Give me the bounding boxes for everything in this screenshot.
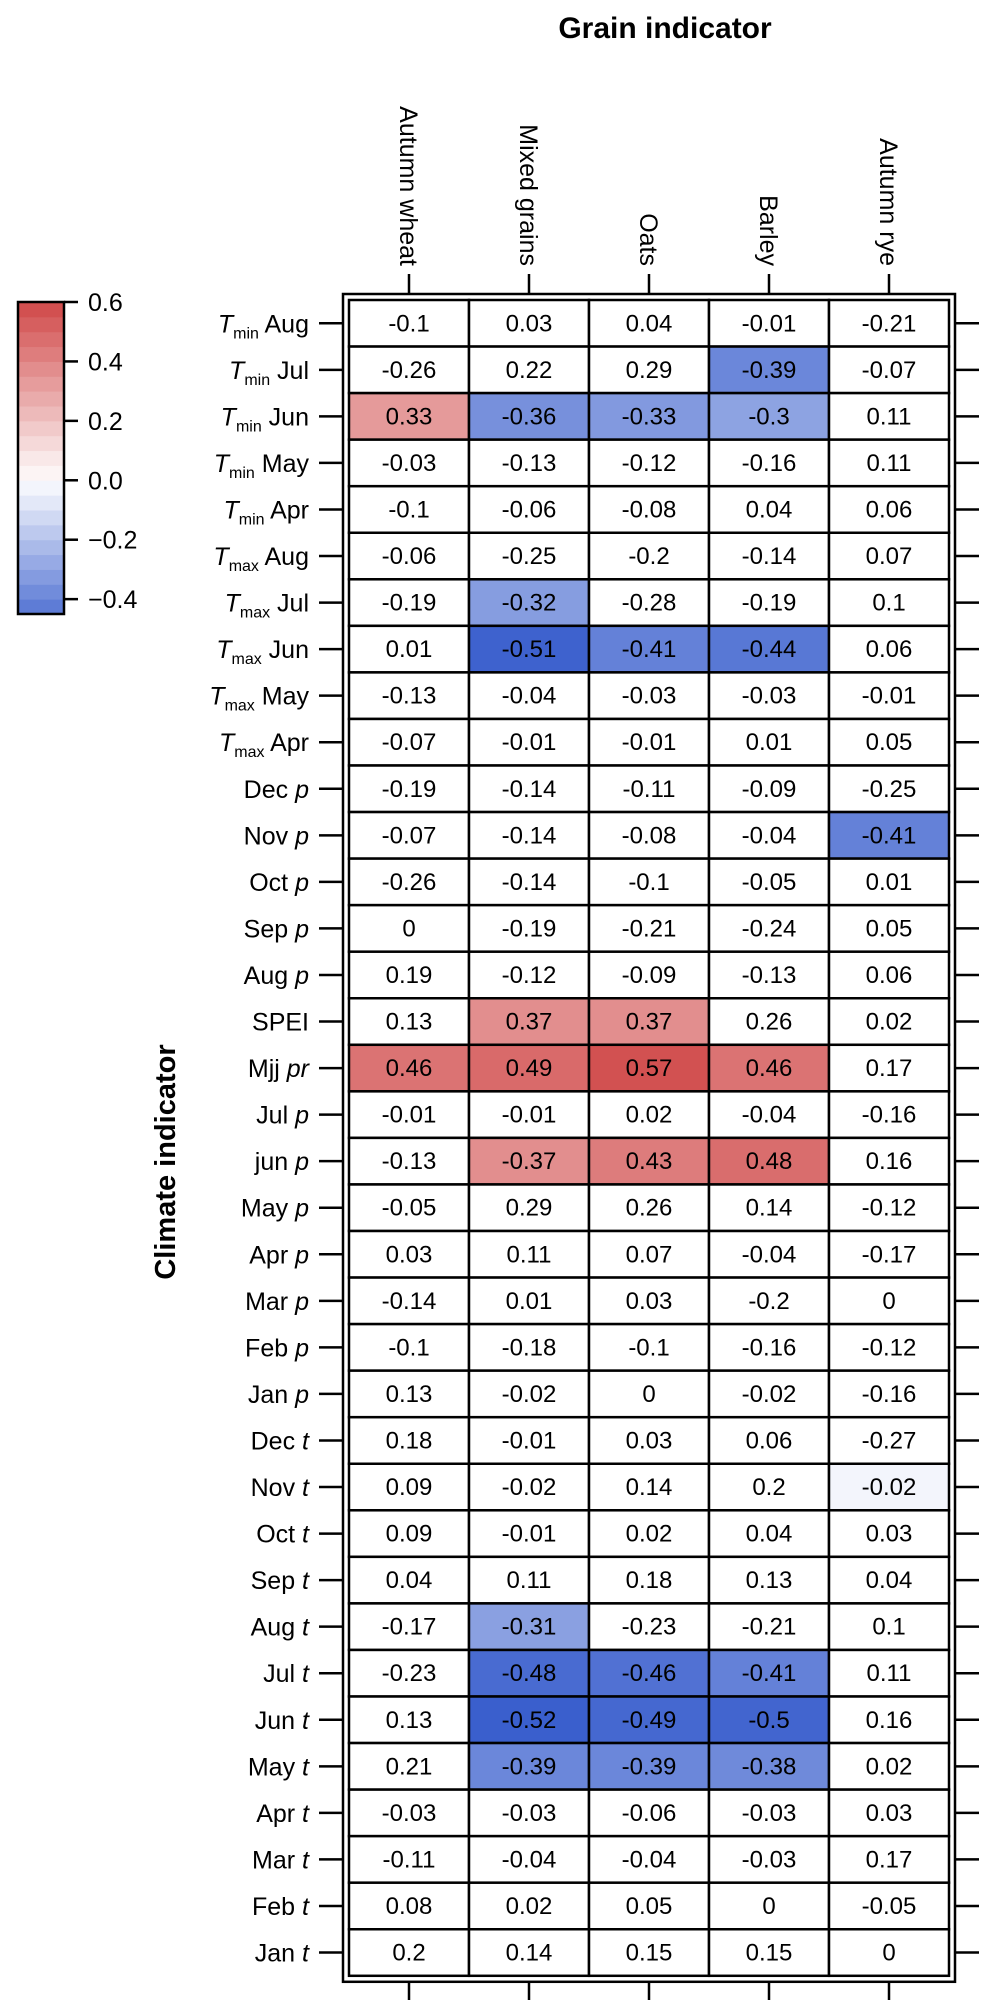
cell-value-label: -0.12	[861, 1334, 917, 1362]
cell-value-label: -0.16	[861, 1380, 917, 1408]
cell-value-label: -0.41	[741, 1660, 797, 1688]
row-label: $T_{max}$ Aug	[213, 543, 309, 576]
cell-value-label: -0.19	[381, 589, 437, 617]
cell-value-label: -0.51	[501, 636, 557, 664]
colorbar-step	[18, 391, 64, 406]
cell-value-label: 0.01	[745, 729, 793, 757]
cell-value-label: -0.26	[381, 868, 437, 896]
cell-value-label: 0.48	[745, 1148, 793, 1176]
colorbar-tick-label: −0.2	[88, 526, 138, 555]
cell-value-label: 0.15	[625, 1939, 673, 1967]
cell-value-label: 0.15	[745, 1939, 793, 1967]
cell-value-label: 0.17	[865, 1055, 913, 1083]
cell-value-label: -0.52	[501, 1706, 557, 1734]
cell-value-label: -0.46	[621, 1660, 677, 1688]
row-label: $T_{min}$ May	[213, 449, 309, 482]
cell-value-label: -0.21	[621, 915, 677, 943]
row-label: May t	[247, 1753, 309, 1782]
cell-value-label: -0.14	[741, 543, 797, 571]
cell-value-label: -0.3	[748, 403, 790, 431]
row-label: Nov t	[250, 1474, 309, 1503]
cell-value-label: -0.31	[501, 1613, 557, 1641]
cell-value-label: 0.02	[625, 1520, 673, 1548]
row-label: Oct p	[249, 868, 309, 897]
cell-value-label: 0.02	[865, 1753, 913, 1781]
cell-value-label: -0.04	[501, 682, 557, 710]
cell-value-label: -0.39	[741, 356, 797, 384]
column-label: Mixed grains	[514, 124, 542, 266]
row-label: Aug t	[250, 1613, 309, 1642]
colorbar-step	[18, 510, 64, 525]
cell-value-label: -0.44	[741, 636, 797, 664]
cell-value-label: -0.26	[381, 356, 437, 384]
row-label: $T_{max}$ Jul	[224, 589, 309, 622]
heatmap-cells	[343, 294, 955, 1982]
row-label: Sep t	[250, 1567, 309, 1596]
cell-value-label: -0.09	[621, 961, 677, 989]
cell-value-label: 0.26	[745, 1008, 793, 1036]
cell-value-label: -0.24	[741, 915, 797, 943]
cell-value-label: 0.11	[506, 1567, 552, 1595]
row-label: Mar t	[252, 1846, 309, 1875]
row-label: Feb t	[252, 1892, 309, 1921]
cell-value-label: -0.04	[741, 822, 797, 850]
cell-value-label: -0.33	[621, 403, 677, 431]
cell-value-label: -0.18	[501, 1334, 557, 1362]
row-label: $T_{max}$ May	[209, 682, 309, 715]
cell-value-label: -0.23	[381, 1660, 437, 1688]
cell-value-label: 0	[642, 1380, 656, 1408]
row-label: Oct t	[256, 1520, 309, 1549]
cell-value-label: -0.02	[861, 1474, 917, 1502]
cell-value-label: 0.11	[506, 1241, 552, 1269]
cell-value-label: 0.04	[745, 1520, 793, 1548]
cell-value-label: -0.07	[381, 729, 437, 757]
row-label: $T_{min}$ Aug	[217, 310, 309, 343]
colorbar-step	[18, 599, 64, 614]
row-label: Apr p	[249, 1241, 309, 1270]
cell-value-label: -0.01	[741, 310, 797, 338]
cell-value-label: -0.36	[501, 403, 557, 431]
row-label: jun p	[254, 1148, 309, 1177]
colorbar-step	[18, 332, 64, 347]
row-label: Sep p	[243, 915, 309, 944]
cell-value-label: 0.06	[865, 636, 913, 664]
cell-value-label: -0.08	[621, 822, 677, 850]
column-label: Autumn wheat	[394, 106, 422, 266]
cell-value-label: 0.13	[385, 1706, 433, 1734]
cell-value-label: 0.09	[385, 1474, 433, 1502]
row-label: $T_{min}$ Jul	[229, 356, 309, 389]
cell-value-label: 0.03	[505, 310, 553, 338]
cell-value-label: -0.02	[741, 1380, 797, 1408]
cell-value-label: -0.05	[381, 1194, 437, 1222]
row-label: Nov p	[243, 822, 309, 851]
cell-value-label: -0.39	[621, 1753, 677, 1781]
cell-value-label: -0.16	[741, 1334, 797, 1362]
row-label: Aug p	[243, 961, 309, 990]
cell-value-label: -0.03	[501, 1799, 557, 1827]
cell-value-label: 0.04	[865, 1567, 913, 1595]
cell-value-label: -0.12	[861, 1194, 917, 1222]
cell-value-label: -0.38	[741, 1753, 797, 1781]
cell-value-label: 0.21	[385, 1753, 433, 1781]
row-label: Mar p	[245, 1287, 309, 1316]
cell-value-label: -0.16	[861, 1101, 917, 1129]
cell-value-label: 0.19	[385, 961, 433, 989]
row-label: SPEI	[252, 1008, 309, 1037]
cell-value-label: -0.41	[621, 636, 677, 664]
cell-value-label: -0.05	[861, 1892, 917, 1920]
column-label: Barley	[754, 195, 782, 266]
colorbar-step	[18, 451, 64, 466]
cell-value-label: -0.48	[501, 1660, 557, 1688]
cell-value-label: 0.13	[385, 1380, 433, 1408]
cell-value-label: 0.57	[625, 1055, 673, 1083]
cell-value-label: 0.14	[745, 1194, 793, 1222]
cell-value-label: 0.26	[625, 1194, 673, 1222]
cell-value-label: 0.07	[625, 1241, 673, 1269]
row-label: Apr t	[256, 1799, 309, 1828]
row-label: Jul p	[256, 1101, 309, 1130]
cell-value-label: 0.46	[385, 1055, 433, 1083]
cell-value-label: 0.37	[625, 1008, 673, 1036]
cell-value-label: 0.03	[865, 1520, 913, 1548]
cell-value-label: 0.37	[505, 1008, 553, 1036]
colorbar-tick-label: 0.2	[88, 407, 123, 436]
cell-value-label: 0.13	[385, 1008, 433, 1036]
cell-value-label: 0	[882, 1939, 896, 1967]
colorbar-tick-label: 0.6	[88, 289, 123, 317]
cell-value-label: -0.04	[501, 1846, 557, 1874]
cell-value-label: -0.25	[861, 775, 917, 803]
cell-value-label: -0.01	[621, 729, 677, 757]
cell-value-label: 0.1	[872, 1613, 906, 1641]
cell-value-label: 0	[762, 1892, 776, 1920]
colorbar-step	[18, 540, 64, 555]
cell-value-label: -0.1	[628, 1334, 670, 1362]
cell-value-label: -0.14	[381, 1287, 437, 1315]
cell-value-label: -0.01	[501, 1101, 557, 1129]
cell-value-label: -0.04	[621, 1846, 677, 1874]
cell-value-label: -0.41	[861, 822, 917, 850]
row-label: $T_{max}$ Jun	[216, 636, 309, 669]
cell-value-label: -0.13	[741, 961, 797, 989]
colorbar-step	[18, 421, 64, 436]
cell-value-label: -0.17	[861, 1241, 917, 1269]
cell-value-label: 0.03	[625, 1427, 673, 1455]
cell-value-label: -0.02	[501, 1380, 557, 1408]
row-label: Jul t	[263, 1660, 309, 1689]
cell-value-label: -0.1	[388, 310, 430, 338]
cell-value-label: -0.03	[381, 1799, 437, 1827]
cell-value-label: -0.19	[741, 589, 797, 617]
cell-value-label: 0.02	[505, 1892, 553, 1920]
cell-value-label: 0.04	[745, 496, 793, 524]
colorbar-step	[18, 569, 64, 584]
cell-value-label: 0.03	[625, 1287, 673, 1315]
colorbar-tick-label: 0.4	[88, 348, 123, 377]
colorbar-step	[18, 584, 64, 599]
cell-value-label: -0.21	[861, 310, 917, 338]
colorbar-step	[18, 525, 64, 540]
cell-value-label: -0.13	[381, 682, 437, 710]
cell-value-label: 0	[402, 915, 416, 943]
cell-value-label: -0.08	[621, 496, 677, 524]
colorbar-step	[18, 361, 64, 376]
row-label: Mjj pr	[247, 1055, 309, 1084]
cell-value-label: -0.03	[741, 682, 797, 710]
colorbar-step	[18, 555, 64, 570]
row-label: Jun t	[254, 1706, 309, 1735]
cell-value-label: 0.06	[865, 961, 913, 989]
cell-value-label: 0	[882, 1287, 896, 1315]
cell-value-label: 0.01	[385, 636, 433, 664]
cell-value-label: 0.04	[625, 310, 673, 338]
cell-value-label: 0.33	[385, 403, 433, 431]
colorbar-step	[18, 302, 64, 317]
cell-value-label: 0.05	[865, 915, 913, 943]
cell-value-label: -0.27	[861, 1427, 917, 1455]
cell-value-label: 0.07	[865, 543, 913, 571]
cell-value-label: -0.14	[501, 868, 557, 896]
row-label: $T_{max}$ Apr	[219, 729, 309, 762]
column-label: Autumn rye	[874, 138, 902, 266]
cell-value-label: -0.04	[741, 1241, 797, 1269]
cell-value-label: 0.06	[745, 1427, 793, 1455]
cell-value-label: 0.02	[625, 1101, 673, 1129]
cell-value-label: 0.2	[392, 1939, 426, 1967]
cell-value-label: 0.11	[866, 403, 912, 431]
cell-value-label: -0.07	[861, 356, 917, 384]
cell-value-label: 0.14	[625, 1474, 673, 1502]
colorbar-step	[18, 406, 64, 421]
cell-value-label: -0.11	[382, 1846, 436, 1874]
cell-value-label: -0.13	[501, 449, 557, 477]
cell-value-label: -0.09	[741, 775, 797, 803]
cell-value-label: -0.14	[501, 775, 557, 803]
cell-value-label: -0.21	[741, 1613, 797, 1641]
cell-value-label: -0.01	[861, 682, 917, 710]
cell-value-label: 0.04	[385, 1567, 433, 1595]
cell-value-label: 0.43	[625, 1148, 673, 1176]
cell-value-label: 0.49	[505, 1055, 553, 1083]
cell-value-label: 0.16	[865, 1148, 913, 1176]
cell-value-label: 0.11	[866, 1660, 912, 1688]
cell-value-label: -0.2	[628, 543, 670, 571]
row-label: Jan p	[247, 1380, 309, 1409]
cell-value-label: -0.25	[501, 543, 557, 571]
colorbar-step	[18, 317, 64, 332]
colorbar	[18, 289, 137, 615]
cell-value-label: -0.28	[621, 589, 677, 617]
cell-value-label: -0.11	[622, 775, 676, 803]
cell-value-label: 0.01	[865, 868, 913, 896]
cell-value-label: 0.2	[752, 1474, 786, 1502]
cell-value-label: 0.01	[505, 1287, 553, 1315]
cell-value-label: -0.19	[501, 915, 557, 943]
cell-value-label: 0.14	[505, 1939, 553, 1967]
cell-value-label: 0.13	[745, 1567, 793, 1595]
cell-value-label: -0.03	[741, 1799, 797, 1827]
cell-value-label: -0.49	[621, 1706, 677, 1734]
colorbar-tick-label: 0.0	[88, 467, 123, 496]
column-label: Oats	[634, 213, 662, 266]
cell-value-label: -0.07	[381, 822, 437, 850]
cell-value-label: 0.16	[865, 1706, 913, 1734]
chart-title: Grain indicator	[558, 12, 772, 45]
cell-value-label: -0.19	[381, 775, 437, 803]
cell-value-label: 0.02	[865, 1008, 913, 1036]
colorbar-step	[18, 347, 64, 362]
cell-value-label: 0.08	[385, 1892, 433, 1920]
cell-value-label: -0.2	[748, 1287, 790, 1315]
cell-value-label: 0.22	[505, 356, 553, 384]
cell-value-label: 0.09	[385, 1520, 433, 1548]
cell-value-label: 0.03	[865, 1799, 913, 1827]
cell-value-label: 0.18	[625, 1567, 673, 1595]
cell-value-label: -0.16	[741, 449, 797, 477]
cell-value-label: -0.06	[381, 543, 437, 571]
cell-value-label: -0.01	[501, 729, 557, 757]
colorbar-step	[18, 376, 64, 391]
row-label: May p	[240, 1194, 309, 1223]
cell-value-label: -0.13	[381, 1148, 437, 1176]
cell-value-label: -0.1	[628, 868, 670, 896]
row-label: $T_{min}$ Apr	[223, 496, 309, 529]
cell-value-label: 0.29	[625, 356, 673, 384]
cell-value-label: -0.03	[741, 1846, 797, 1874]
cell-value-label: -0.05	[741, 868, 797, 896]
cell-value-label: -0.04	[741, 1101, 797, 1129]
cell-value-label: 0.05	[865, 729, 913, 757]
cell-value-label: 0.05	[625, 1892, 673, 1920]
cell-value-label: -0.37	[501, 1148, 557, 1176]
cell-value-label: -0.23	[621, 1613, 677, 1641]
cell-value-label: -0.06	[621, 1799, 677, 1827]
cell-value-label: -0.01	[501, 1520, 557, 1548]
colorbar-step	[18, 480, 64, 495]
cell-value-label: -0.03	[381, 449, 437, 477]
cell-value-label: -0.01	[381, 1101, 437, 1129]
cell-value-label: -0.14	[501, 822, 557, 850]
colorbar-step	[18, 436, 64, 451]
cell-value-label: 0.03	[385, 1241, 433, 1269]
cell-value-label: -0.03	[621, 682, 677, 710]
cell-value-label: -0.17	[381, 1613, 437, 1641]
cell-value-label: 0.29	[505, 1194, 553, 1222]
row-label: $T_{min}$ Jun	[220, 403, 309, 436]
cell-value-label: -0.32	[501, 589, 557, 617]
cell-value-label: 0.11	[866, 449, 912, 477]
cell-value-label: -0.1	[388, 496, 430, 524]
cell-value-label: -0.02	[501, 1474, 557, 1502]
row-label: Dec t	[250, 1427, 309, 1456]
colorbar-step	[18, 495, 64, 510]
cell-value-label: -0.12	[621, 449, 677, 477]
row-label: Jan t	[254, 1939, 309, 1968]
cell-value-label: 0.18	[385, 1427, 433, 1455]
cell-value-label: 0.17	[865, 1846, 913, 1874]
cell-value-label: -0.01	[501, 1427, 557, 1455]
y-axis-label: Climate indicator	[150, 1044, 182, 1280]
cell-value-label: -0.12	[501, 961, 557, 989]
cell-value-label: -0.39	[501, 1753, 557, 1781]
cell-value-label: 0.46	[745, 1055, 793, 1083]
cell-value-label: -0.5	[748, 1706, 790, 1734]
colorbar-step	[18, 465, 64, 480]
row-label: Feb p	[245, 1334, 309, 1363]
cell-value-label: -0.1	[388, 1334, 430, 1362]
cell-value-label: -0.06	[501, 496, 557, 524]
colorbar-tick-label: −0.4	[88, 586, 138, 615]
cell-value-label: 0.06	[865, 496, 913, 524]
row-label: Dec p	[243, 775, 309, 804]
cell-value-label: 0.1	[872, 589, 906, 617]
